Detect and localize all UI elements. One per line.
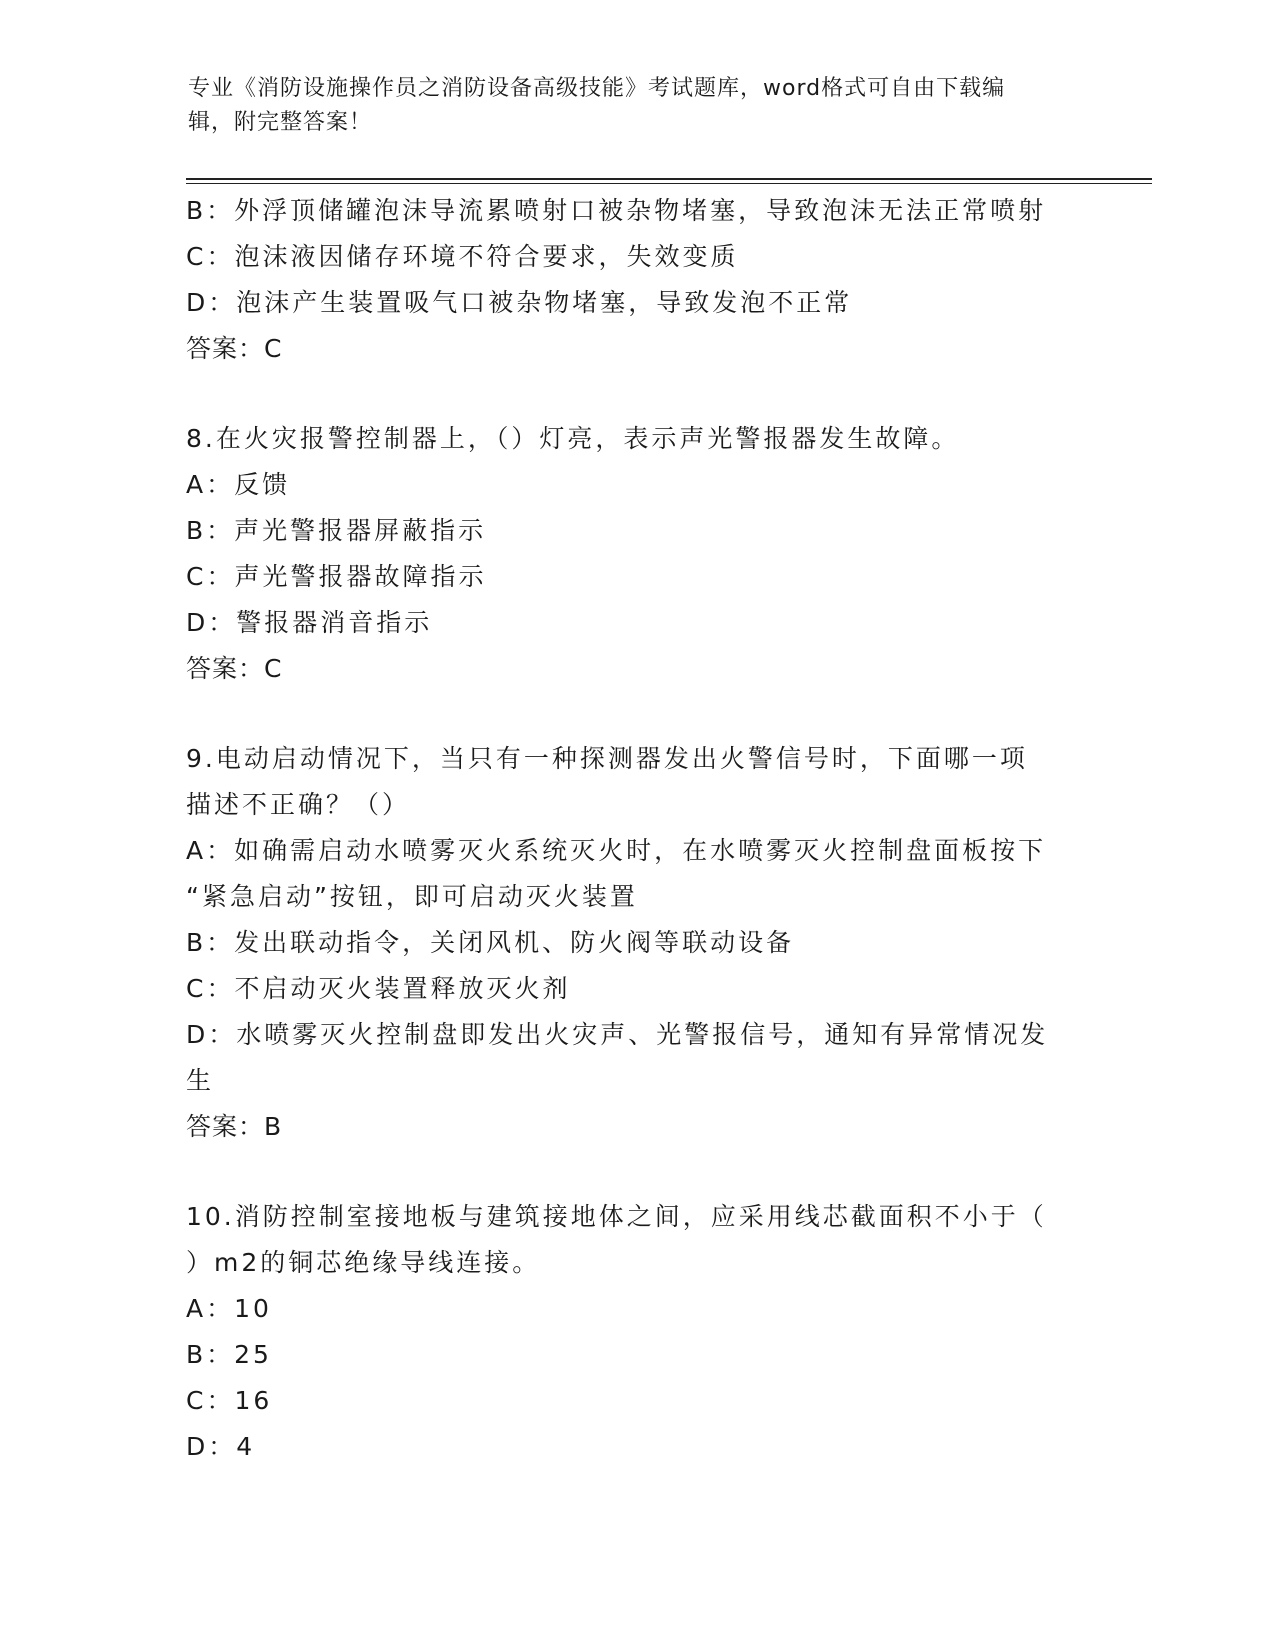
option-d-line-1: D：水喷雾灭火控制盘即发出火灾声、光警报信号，通知有异常情况发 (186, 1020, 1049, 1049)
header-divider (186, 178, 1152, 184)
option-a: A：10 (186, 1294, 272, 1323)
question-10 (186, 1194, 1086, 1470)
answer-label: 答案：C (186, 334, 283, 363)
option-a-line-1: A：如确需启动水喷雾灭火系统灭火时，在水喷雾灭火控制盘面板按下 (186, 836, 1047, 865)
question-7-tail (186, 188, 1086, 372)
question-list (186, 188, 1086, 1470)
document-header (188, 72, 1088, 140)
option-c: C：16 (186, 1386, 273, 1415)
answer-label: 答案：B (186, 1112, 283, 1141)
spacer (186, 1150, 1086, 1194)
option-d: D：4 (186, 1432, 256, 1461)
question-9 (186, 736, 1086, 1150)
option-c: C：声光警报器故障指示 (186, 562, 487, 591)
question-stem-line-1: 9.电动启动情况下，当只有一种探测器发出火警信号时，下面哪一项 (186, 744, 1028, 773)
question-stem-line-2: ）m2的铜芯绝缘导线连接。 (186, 1248, 541, 1277)
option-a: A：反馈 (186, 470, 291, 499)
question-stem-line-1: 10.消防控制室接地板与建筑接地体之间，应采用线芯截面积不小于（ (186, 1202, 1047, 1231)
option-d-line-2: 生 (186, 1066, 215, 1095)
question-8 (186, 416, 1086, 692)
option-b: B：25 (186, 1340, 272, 1369)
header-line-1: 专业《消防设施操作员之消防设备高级技能》考试题库，word格式可自由下载编 (188, 76, 1006, 101)
option-b: B：声光警报器屏蔽指示 (186, 516, 487, 545)
answer-label: 答案：C (186, 654, 283, 683)
spacer (186, 692, 1086, 736)
option-b: B：外浮顶储罐泡沫导流累喷射口被杂物堵塞，导致泡沫无法正常喷射 (186, 196, 1047, 225)
option-c: C：泡沫液因储存环境不符合要求，失效变质 (186, 242, 739, 271)
option-c: C：不启动灭火装置释放灭火剂 (186, 974, 571, 1003)
option-d: D：警报器消音指示 (186, 608, 433, 637)
question-stem-line-2: 描述不正确？（） (186, 790, 411, 819)
header-line-2: 辑，附完整答案！ (188, 110, 373, 135)
option-a-line-2: “紧急启动”按钮，即可启动灭火装置 (186, 882, 638, 911)
question-stem: 8.在火灾报警控制器上，（）灯亮，表示声光警报器发生故障。 (186, 424, 960, 453)
spacer (186, 372, 1086, 416)
option-d: D：泡沫产生装置吸气口被杂物堵塞，导致发泡不正常 (186, 288, 853, 317)
option-b: B：发出联动指令，关闭风机、防火阀等联动设备 (186, 928, 795, 957)
